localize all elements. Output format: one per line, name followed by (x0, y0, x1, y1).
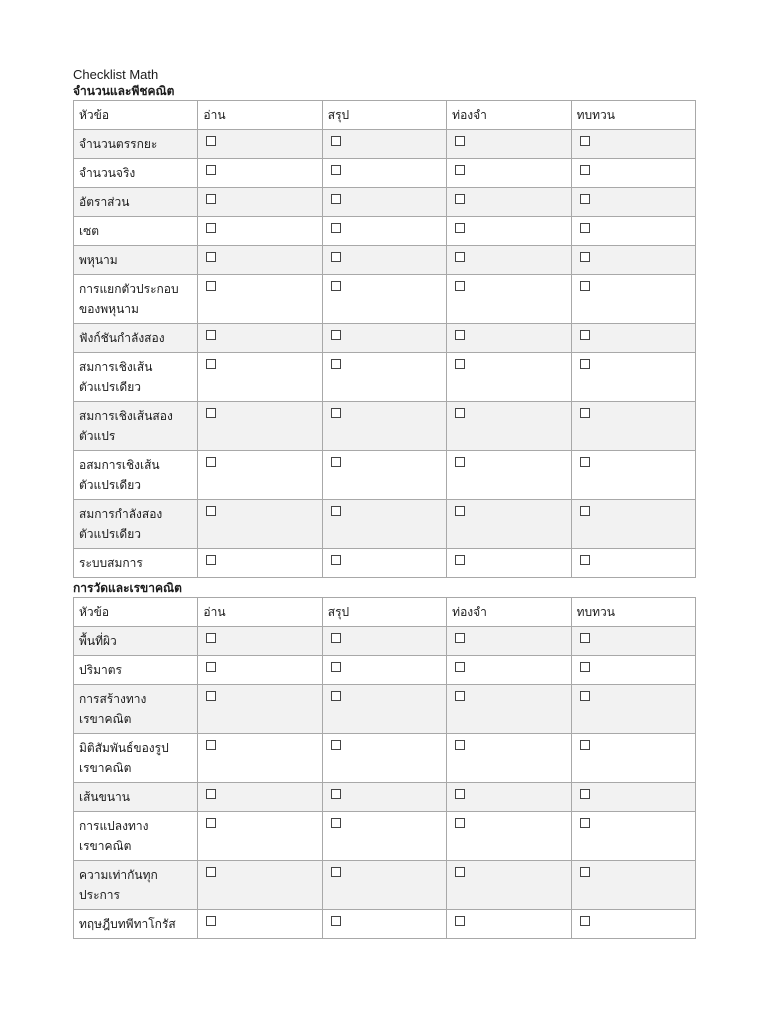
checkbox-cell (447, 402, 571, 451)
checkbox-cell (198, 275, 322, 324)
topic-cell: การแยกตัวประกอบ ของพหุนาม (74, 275, 198, 324)
checkbox-cell (447, 627, 571, 656)
checkbox-cell (198, 324, 322, 353)
checkbox[interactable] (206, 789, 216, 799)
checkbox[interactable] (206, 252, 216, 262)
checkbox-cell (322, 451, 446, 500)
topic-cell: ทฤษฎีบทพีทาโกรัส (74, 910, 198, 939)
checkbox-cell (447, 188, 571, 217)
header-row (74, 598, 696, 627)
topic-cell: ระบบสมการ (74, 549, 198, 578)
checkbox[interactable] (580, 633, 590, 643)
checkbox[interactable] (580, 223, 590, 233)
topic-cell: ฟังก์ชันกำลังสอง (74, 324, 198, 353)
checkbox[interactable] (206, 633, 216, 643)
column-header: อ่าน (198, 101, 322, 130)
checkbox[interactable] (455, 506, 465, 516)
checkbox-cell (198, 812, 322, 861)
checkbox-cell (198, 783, 322, 812)
topic-cell: พหุนาม (74, 246, 198, 275)
checkbox[interactable] (580, 330, 590, 340)
checkbox[interactable] (206, 457, 216, 467)
table-row (74, 402, 696, 451)
table-row (74, 324, 696, 353)
checkbox[interactable] (331, 281, 341, 291)
checkbox-cell (447, 656, 571, 685)
column-header: สรุป (322, 101, 446, 130)
checkbox-cell (571, 130, 695, 159)
checkbox-cell (322, 217, 446, 246)
checkbox[interactable] (206, 165, 216, 175)
table-row (74, 188, 696, 217)
checkbox-cell (571, 275, 695, 324)
checkbox-cell (198, 402, 322, 451)
checkbox[interactable] (580, 662, 590, 672)
checkbox-cell (447, 451, 571, 500)
checkbox-cell (447, 130, 571, 159)
table-row (74, 130, 696, 159)
column-header: อ่าน (198, 598, 322, 627)
table-row (74, 500, 696, 549)
checkbox-cell (198, 861, 322, 910)
checkbox[interactable] (455, 633, 465, 643)
checkbox[interactable] (455, 818, 465, 828)
checkbox[interactable] (331, 691, 341, 701)
topic-cell: อัตราส่วน (74, 188, 198, 217)
checkbox-cell (322, 734, 446, 783)
checkbox-cell (198, 159, 322, 188)
checkbox[interactable] (580, 457, 590, 467)
checkbox-cell (447, 324, 571, 353)
checkbox-cell (571, 627, 695, 656)
table-row (74, 627, 696, 656)
checkbox[interactable] (455, 457, 465, 467)
checkbox[interactable] (580, 691, 590, 701)
column-header: หัวข้อ (74, 101, 198, 130)
table-row (74, 861, 696, 910)
checkbox[interactable] (331, 165, 341, 175)
checkbox[interactable] (206, 223, 216, 233)
checkbox-cell (322, 685, 446, 734)
checkbox-cell (571, 159, 695, 188)
checkbox[interactable] (580, 281, 590, 291)
topic-cell: เซต (74, 217, 198, 246)
checkbox[interactable] (206, 691, 216, 701)
checkbox[interactable] (331, 789, 341, 799)
checkbox-cell (322, 783, 446, 812)
checkbox[interactable] (580, 789, 590, 799)
checkbox[interactable] (331, 223, 341, 233)
checkbox[interactable] (455, 136, 465, 146)
topic-cell: สมการเชิงเส้นสอง ตัวแปร (74, 402, 198, 451)
table-row (74, 685, 696, 734)
checkbox-cell (571, 451, 695, 500)
checklist-page (73, 66, 695, 941)
topic-cell: เส้นขนาน (74, 783, 198, 812)
checkbox-cell (447, 910, 571, 939)
checkbox-cell (322, 159, 446, 188)
checkbox-cell (322, 812, 446, 861)
checkbox[interactable] (331, 194, 341, 204)
checkbox-cell (571, 861, 695, 910)
column-header: หัวข้อ (74, 598, 198, 627)
checkbox-cell (322, 910, 446, 939)
checkbox[interactable] (331, 330, 341, 340)
topic-cell: อสมการเชิงเส้น ตัวแปรเดียว (74, 451, 198, 500)
checkbox-cell (571, 402, 695, 451)
checkbox-cell (198, 627, 322, 656)
checkbox[interactable] (206, 408, 216, 418)
checkbox-cell (322, 275, 446, 324)
checkbox[interactable] (455, 359, 465, 369)
checkbox-cell (447, 861, 571, 910)
checkbox[interactable] (206, 740, 216, 750)
checkbox[interactable] (455, 740, 465, 750)
checkbox-cell (322, 549, 446, 578)
column-header: ท่องจำ (447, 598, 571, 627)
checkbox-cell (571, 812, 695, 861)
checkbox[interactable] (580, 916, 590, 926)
checkbox-cell (447, 783, 571, 812)
checkbox[interactable] (331, 136, 341, 146)
checkbox[interactable] (331, 740, 341, 750)
checkbox-cell (198, 549, 322, 578)
checkbox[interactable] (206, 867, 216, 877)
checkbox[interactable] (206, 359, 216, 369)
checkbox-cell (571, 500, 695, 549)
topic-cell: พื้นที่ผิว (74, 627, 198, 656)
checkbox-cell (322, 188, 446, 217)
checkbox[interactable] (206, 281, 216, 291)
checkbox-cell (571, 188, 695, 217)
checkbox[interactable] (580, 165, 590, 175)
checkbox[interactable] (206, 818, 216, 828)
header-row (74, 101, 696, 130)
checkbox[interactable] (580, 359, 590, 369)
column-header: ทบทวน (571, 101, 695, 130)
checkbox-cell (447, 275, 571, 324)
checkbox[interactable] (331, 359, 341, 369)
column-header: ท่องจำ (447, 101, 571, 130)
checkbox[interactable] (331, 457, 341, 467)
checkbox[interactable] (455, 555, 465, 565)
checkbox-cell (447, 685, 571, 734)
checkbox[interactable] (455, 867, 465, 877)
checklist-table (73, 597, 696, 939)
section-title: จำนวนและพีชคณิต (73, 84, 175, 98)
checkbox[interactable] (455, 252, 465, 262)
checkbox-cell (571, 910, 695, 939)
topic-cell: สมการกำลังสอง ตัวแปรเดียว (74, 500, 198, 549)
topic-cell: การแปลงทาง เรขาคณิต (74, 812, 198, 861)
checkbox[interactable] (580, 555, 590, 565)
table-row (74, 549, 696, 578)
checkbox-cell (447, 812, 571, 861)
checkbox[interactable] (206, 194, 216, 204)
checkbox-cell (322, 402, 446, 451)
topic-cell: ปริมาตร (74, 656, 198, 685)
checkbox-cell (322, 130, 446, 159)
checkbox[interactable] (580, 506, 590, 516)
table-row (74, 656, 696, 685)
checkbox-cell (198, 656, 322, 685)
checkbox-cell (571, 783, 695, 812)
checkbox-cell (571, 217, 695, 246)
topic-cell: ความเท่ากันทุก ประการ (74, 861, 198, 910)
checkbox[interactable] (206, 330, 216, 340)
checklist-table (73, 100, 696, 578)
table-row (74, 217, 696, 246)
checkbox-cell (198, 188, 322, 217)
checkbox-cell (322, 627, 446, 656)
checkbox[interactable] (580, 136, 590, 146)
checkbox-cell (571, 246, 695, 275)
checkbox-cell (447, 500, 571, 549)
table-row (74, 451, 696, 500)
checkbox-cell (322, 246, 446, 275)
checkbox[interactable] (455, 281, 465, 291)
checkbox-cell (571, 685, 695, 734)
checkbox-cell (198, 685, 322, 734)
checkbox-cell (198, 910, 322, 939)
checkbox-cell (322, 324, 446, 353)
checkbox-cell (198, 217, 322, 246)
checkbox[interactable] (455, 330, 465, 340)
checkbox-cell (447, 734, 571, 783)
checkbox[interactable] (331, 506, 341, 516)
checkbox[interactable] (455, 223, 465, 233)
checkbox-cell (571, 656, 695, 685)
table-row (74, 910, 696, 939)
checkbox-cell (322, 500, 446, 549)
checkbox[interactable] (206, 555, 216, 565)
checkbox[interactable] (206, 916, 216, 926)
document-title: Checklist Math (73, 67, 159, 82)
checkbox[interactable] (331, 555, 341, 565)
table-row (74, 275, 696, 324)
checkbox[interactable] (455, 691, 465, 701)
checkbox[interactable] (331, 916, 341, 926)
topic-cell: จำนวนตรรกยะ (74, 130, 198, 159)
checkbox[interactable] (580, 194, 590, 204)
section-title: การวัดและเรขาคณิต (73, 581, 182, 595)
checkbox-cell (447, 549, 571, 578)
checkbox-cell (571, 324, 695, 353)
table-row (74, 734, 696, 783)
checkbox-cell (322, 353, 446, 402)
checkbox-cell (447, 353, 571, 402)
checkbox-cell (571, 734, 695, 783)
table-row (74, 159, 696, 188)
topic-cell: มิติสัมพันธ์ของรูป เรขาคณิต (74, 734, 198, 783)
checkbox[interactable] (206, 662, 216, 672)
checkbox-cell (571, 353, 695, 402)
checkbox[interactable] (331, 818, 341, 828)
checkbox[interactable] (206, 136, 216, 146)
checkbox-cell (198, 451, 322, 500)
checkbox[interactable] (580, 818, 590, 828)
checkbox-cell (198, 130, 322, 159)
checkbox[interactable] (331, 633, 341, 643)
checkbox-cell (198, 246, 322, 275)
checkbox-cell (447, 159, 571, 188)
checkbox[interactable] (206, 506, 216, 516)
checkbox-cell (198, 500, 322, 549)
checkbox-cell (322, 656, 446, 685)
column-header: ทบทวน (571, 598, 695, 627)
checkbox[interactable] (455, 916, 465, 926)
topic-cell: สมการเชิงเส้น ตัวแปรเดียว (74, 353, 198, 402)
checkbox[interactable] (455, 408, 465, 418)
checkbox[interactable] (580, 252, 590, 262)
checkbox[interactable] (455, 165, 465, 175)
checkbox-cell (447, 217, 571, 246)
checkbox[interactable] (331, 252, 341, 262)
checkbox[interactable] (331, 408, 341, 418)
table-row (74, 812, 696, 861)
column-header: สรุป (322, 598, 446, 627)
checkbox-cell (447, 246, 571, 275)
checkbox[interactable] (580, 867, 590, 877)
checkbox[interactable] (580, 408, 590, 418)
table-row (74, 246, 696, 275)
checkbox-cell (198, 353, 322, 402)
checkbox[interactable] (331, 867, 341, 877)
table-row (74, 783, 696, 812)
checkbox[interactable] (580, 740, 590, 750)
checkbox[interactable] (455, 662, 465, 672)
checkbox[interactable] (455, 194, 465, 204)
checkbox[interactable] (455, 789, 465, 799)
checkbox-cell (571, 549, 695, 578)
topic-cell: จำนวนจริง (74, 159, 198, 188)
checkbox-cell (198, 734, 322, 783)
checkbox-cell (322, 861, 446, 910)
table-row (74, 353, 696, 402)
sections-container (73, 83, 695, 939)
checkbox[interactable] (331, 662, 341, 672)
topic-cell: การสร้างทาง เรขาคณิต (74, 685, 198, 734)
